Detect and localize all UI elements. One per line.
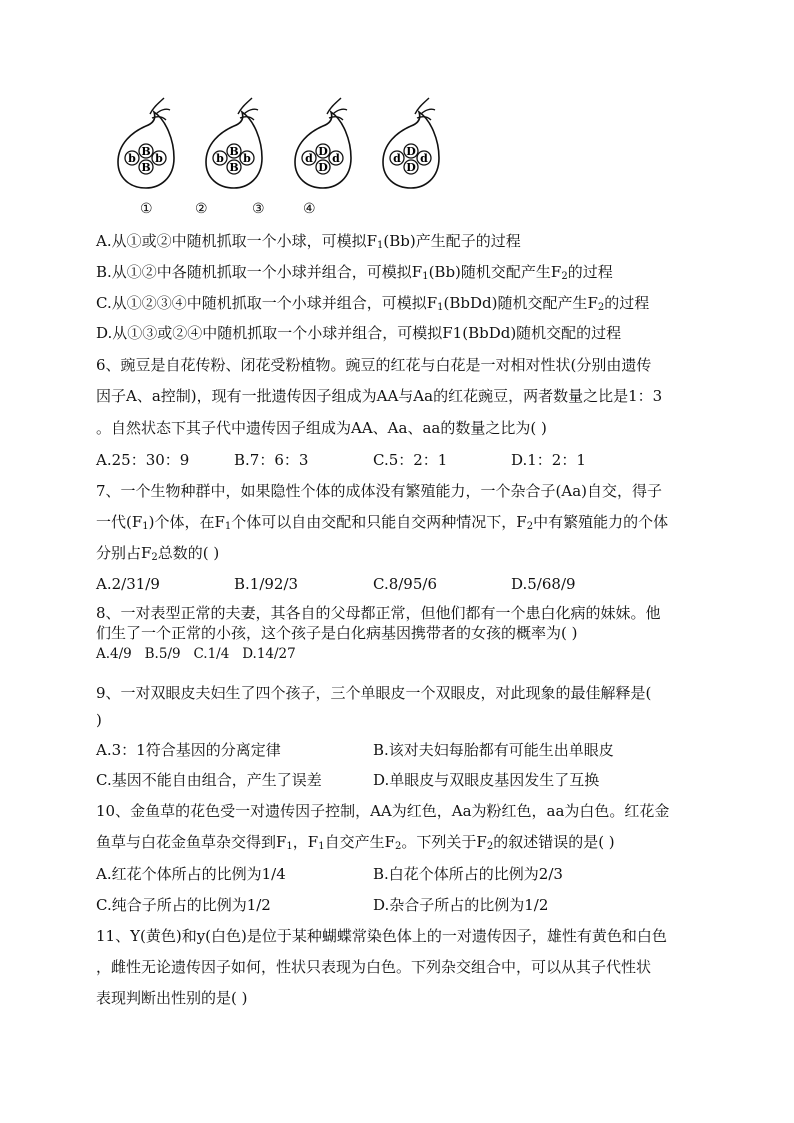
q11-line-2: ，雌性无论遗传因子如何，性状只表现为白色。下列杂交组合中，可以从其子代性状: [96, 958, 652, 976]
bag-label-4: ④: [303, 201, 316, 217]
q9-option-c: C.基因不能自由组合，产生了误差: [96, 771, 322, 789]
ball-letter: B: [141, 145, 151, 158]
q8-line-1: 8、一对表型正常的夫妻，其各自的父母都正常，但他们都有一个患白化病的妹妹。他: [96, 604, 661, 622]
q11-line-3: 表现判断出性别的是( ): [96, 989, 248, 1007]
ball-letter: D: [318, 161, 328, 174]
ball-letter: D: [406, 145, 416, 158]
q8-options: A.4/9 B.5/9 C.1/4 D.14/27: [96, 646, 296, 662]
q7-option-c: C.8/95/6: [373, 575, 437, 593]
q6-option-c: C.5：2：1: [373, 451, 448, 469]
q11-line-1: 11、Y(黄色)和y(白色)是位于某种蝴蝶常染色体上的一对遗传因子，雄性有黄色和白色: [96, 927, 667, 945]
bag-label-2: ②: [195, 201, 208, 217]
q7-option-a: A.2/31/9: [96, 575, 160, 593]
q7-line-2: 一代$(F_1)$个体，在$F_1$个体可以自由交配和只能自交两种情况下，$F_2$中有繁殖能力的个体: [96, 513, 669, 532]
q5-option-a: A.从①或②中随机抓取一个小球，可模拟$F_1(Bb)$产生配子的过程: [96, 232, 521, 251]
q7-line-1: 7、一个生物种群中，如果隐性个体的成体没有繁殖能力，一个杂合子(Aa)自交，得子: [96, 482, 663, 500]
q5-option-b: B.从①②中各随机抓取一个小球并组合，可模拟$F_1(Bb)$随机交配产生$F_2$的过程: [96, 263, 613, 282]
bag-drawstring: [415, 98, 435, 120]
q6-option-d: D.1：2：1: [511, 451, 586, 469]
q9-option-b: B.该对夫妇每胎都有可能生出单眼皮: [373, 741, 614, 759]
q6-option-b: B.7：6：3: [234, 451, 309, 469]
bag-label-3: ③: [252, 201, 265, 217]
bag-label-1: ①: [140, 201, 153, 217]
q7-option-b: B.1/92/3: [234, 575, 299, 593]
bag-drawstring: [327, 98, 347, 120]
q5-option-d: D.从①③或②④中随机抓取一个小球并组合，可模拟F1(BbDd)随机交配的过程: [96, 324, 622, 342]
q7-option-d: D.5/68/9: [511, 575, 576, 593]
bag-1: [118, 98, 174, 188]
bag-labels: [140, 201, 480, 221]
ball-letter: d: [420, 152, 428, 165]
ball-letter: B: [229, 145, 239, 158]
q6-line-2: 因子A、a控制)，现有一批遗传因子组成为AA与Aa的红花豌豆，两者数量之比是1：3: [96, 387, 663, 405]
q7-line-3: 分别占$F_2$总数的( ): [96, 544, 220, 563]
q10-option-c: C.纯合子所占的比例为1/2: [96, 896, 271, 914]
bag-drawstring: [238, 98, 258, 120]
ball-letter: d: [393, 152, 401, 165]
ball-letter: d: [332, 152, 340, 165]
q10-line-2: 鱼草与白花金鱼草杂交得到$F_1$，$F_1$自交产生$F_2$。下列关于$F_2$的叙述错误的是( ): [96, 833, 615, 852]
ball-letter: b: [155, 152, 163, 165]
q9-line-1: 9、一对双眼皮夫妇生了四个孩子，三个单眼皮一个双眼皮，对此现象的最佳解释是(: [96, 684, 652, 702]
q9-line-2: ): [96, 711, 102, 729]
q10-option-b: B.白花个体所占的比例为2/3: [373, 865, 563, 883]
q6-option-a: A.25：30：9: [96, 451, 190, 469]
q10-option-a: A.红花个体所占的比例为1/4: [96, 865, 286, 883]
bag-4: [383, 98, 439, 188]
ball-letter: D: [406, 161, 416, 174]
q10-line-1: 10、金鱼草的花色受一对遗传因子控制，AA为红色，Aa为粉红色，aa为白色。红花金: [96, 802, 670, 820]
q5-option-c: C.从①②③④中随机抓取一个小球并组合，可模拟$F_1(BbDd)$随机交配产生$F_2$的过程: [96, 294, 650, 313]
q8-line-2: 们生了一个正常的小孩，这个孩子是白化病基因携带者的女孩的概率为( ): [96, 624, 578, 642]
ball-letter: d: [305, 152, 313, 165]
ball-letter: B: [229, 161, 239, 174]
bag-3: [295, 98, 351, 188]
bag-2: [206, 98, 262, 188]
q9-option-a: A.3：1符合基因的分离定律: [96, 741, 281, 759]
ball-letter: D: [318, 145, 328, 158]
q6-line-3: 。自然状态下其子代中遗传因子组成为AA、Aa、aa的数量之比为( ): [96, 419, 547, 437]
ball-letter: b: [243, 152, 251, 165]
q9-option-d: D.单眼皮与双眼皮基因发生了互换: [373, 771, 600, 789]
ball-letter: b: [216, 152, 224, 165]
ball-letter: B: [141, 161, 151, 174]
q10-option-d: D.杂合子所占的比例为1/2: [373, 896, 549, 914]
bag-drawstring: [150, 98, 170, 120]
ball-letter: b: [128, 152, 136, 165]
q6-line-1: 6、豌豆是自花传粉、闭花受粉植物。豌豆的红花与白花是一对相对性状(分别由遗传: [96, 356, 652, 374]
bags-figure: [110, 92, 470, 202]
